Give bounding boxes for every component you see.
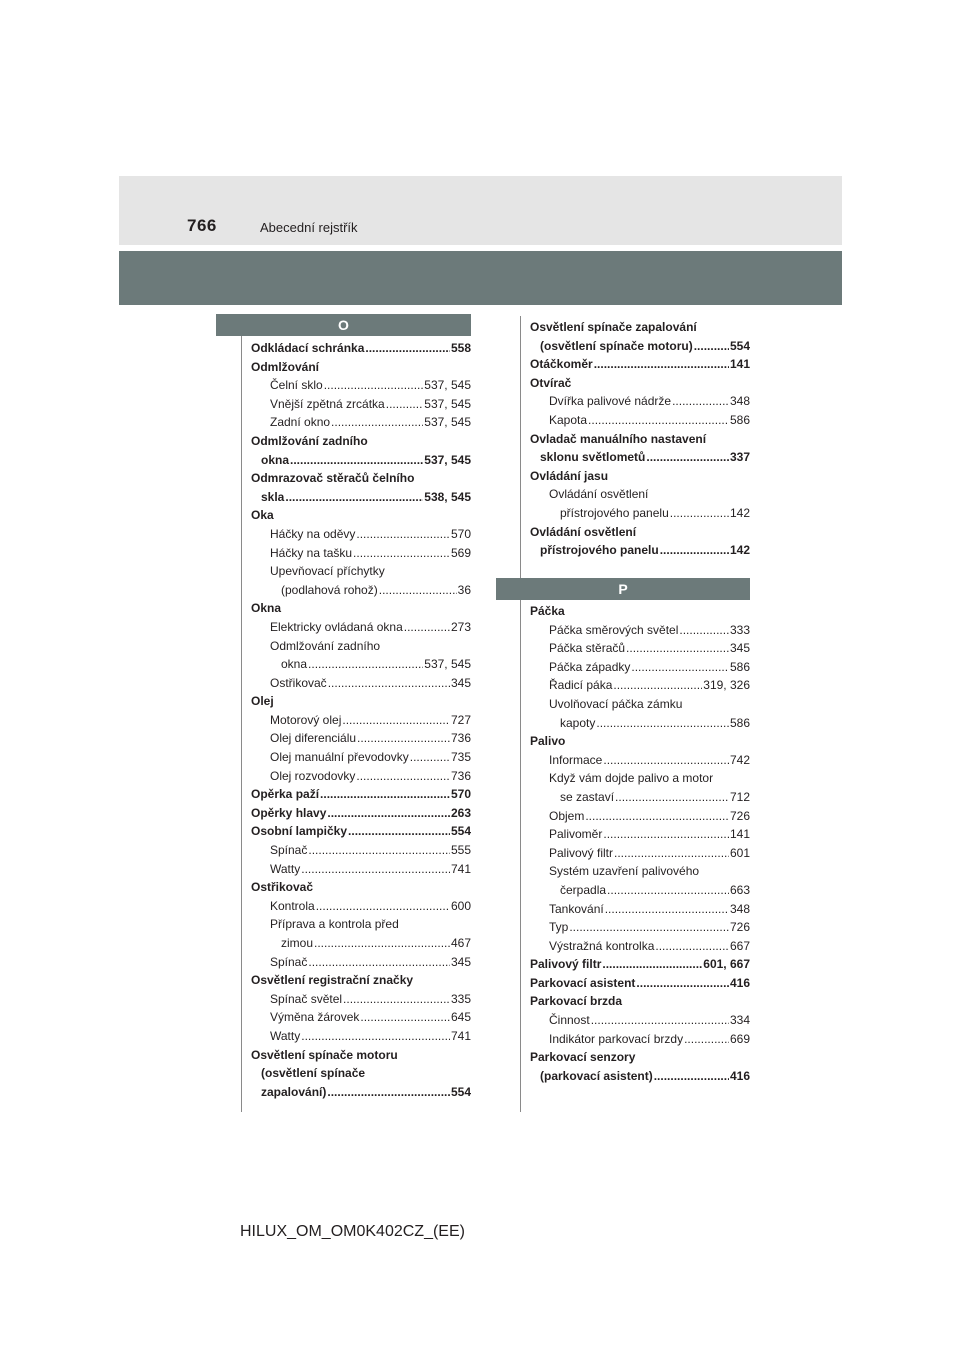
index-term: Uvolňovací páčka zámku [549, 696, 683, 711]
index-entry [530, 769, 750, 788]
index-entry [530, 318, 750, 337]
index-term: Motorový olej [270, 712, 342, 727]
page-reference: 263 [450, 805, 471, 820]
index-term: Ostřikovač [251, 880, 314, 895]
dot-leader [594, 355, 729, 374]
index-entry [251, 1064, 471, 1083]
page-reference: 537, 545 [424, 452, 471, 467]
index-term: čerpadla [560, 882, 607, 897]
page-reference: 554 [450, 1084, 471, 1099]
dot-leader [316, 897, 450, 916]
index-entry [251, 990, 471, 1009]
index-entry [530, 974, 750, 993]
index-entry [251, 451, 471, 470]
index-entry [251, 376, 471, 395]
page-reference: 569 [450, 545, 471, 560]
index-term: Okna [251, 601, 282, 616]
page-reference: 586 [729, 715, 750, 730]
dot-leader [365, 339, 450, 358]
index-entry [530, 992, 750, 1011]
index-entry [251, 674, 471, 693]
index-term: Palivoměr [549, 827, 603, 842]
index-entry [251, 729, 471, 748]
index-term: Olej [251, 694, 274, 709]
index-entry [251, 767, 471, 786]
dot-leader [290, 451, 423, 470]
dot-leader [342, 711, 450, 730]
index-entry [530, 862, 750, 881]
index-entry [251, 748, 471, 767]
index-entry [251, 1046, 471, 1065]
index-term: Ovládání jasu [530, 468, 609, 483]
index-term: Odmlžování zadního [270, 638, 381, 653]
dot-leader [360, 1008, 450, 1027]
index-entry [251, 395, 471, 414]
page-reference: 741 [450, 861, 471, 876]
index-entry [530, 695, 750, 714]
index-term: Háčky na oděvy [270, 526, 356, 541]
page-reference: 727 [450, 712, 471, 727]
index-term: Olej rozvodovky [270, 768, 356, 783]
left-index-column [251, 339, 471, 1101]
index-term: Palivo [530, 734, 566, 749]
page-reference: 663 [729, 882, 750, 897]
index-entry [530, 602, 750, 621]
index-term: Odmlžování [251, 359, 320, 374]
page-reference: 36 [457, 582, 471, 597]
page-reference: 669 [729, 1031, 750, 1046]
page-reference: 570 [450, 526, 471, 541]
index-term: Čelní sklo [270, 378, 323, 393]
page-reference: 537, 545 [424, 657, 471, 672]
page-reference: 467 [450, 936, 471, 950]
index-entry [251, 469, 471, 488]
dot-leader [357, 729, 450, 748]
index-entry [530, 751, 750, 770]
page-reference: 142 [729, 543, 750, 558]
index-term: okna [281, 657, 308, 672]
index-entry [530, 658, 750, 677]
dot-leader [585, 807, 729, 826]
index-entry [251, 1027, 471, 1046]
index-entry [251, 655, 471, 674]
index-term: okna [261, 452, 290, 467]
index-entry [251, 637, 471, 656]
page-reference: 334 [729, 1013, 750, 1028]
index-term: Palivový filtr [549, 845, 614, 860]
dot-leader [605, 900, 729, 919]
index-term: zapalování) [261, 1084, 327, 1099]
dot-leader [386, 395, 424, 414]
index-entry [530, 621, 750, 640]
index-term: Ovládání osvětlení [549, 487, 649, 502]
index-term: Osvětlení registrační značky [251, 973, 414, 988]
index-term: (osvětlení spínače motoru) [540, 338, 693, 353]
dot-leader [654, 1067, 729, 1086]
page-reference: 345 [450, 954, 471, 969]
index-term: Osvětlení spínače zapalování [530, 320, 697, 334]
index-entry [251, 934, 471, 953]
page-reference: 735 [450, 750, 471, 765]
page-reference: 570 [450, 787, 471, 802]
index-entry [530, 639, 750, 658]
index-term: Zadní okno [270, 415, 331, 430]
page-reference: 736 [450, 731, 471, 746]
index-term: Spínač [270, 843, 308, 858]
right-index-column-bottom [530, 602, 750, 1085]
index-term: Páčka směrových světel [549, 622, 679, 637]
index-entry [251, 804, 471, 823]
index-entry [530, 676, 750, 695]
index-term: Páčka [530, 604, 565, 618]
index-term: (osvětlení spínače [261, 1066, 366, 1081]
index-term: (podlahová rohož) [281, 582, 378, 597]
index-entry [530, 937, 750, 956]
dot-leader [348, 822, 450, 841]
dot-leader [631, 658, 729, 677]
index-entry [530, 807, 750, 826]
dot-leader [655, 937, 729, 956]
index-entry [530, 1067, 750, 1086]
dot-leader [327, 804, 450, 823]
index-entry [251, 897, 471, 916]
index-term: Páčka stěračů [549, 641, 626, 656]
index-term: Výstražná kontrolka [549, 938, 655, 953]
page-number: 766 [187, 216, 217, 235]
page-reference: 601, 667 [703, 957, 750, 972]
dot-leader [301, 1027, 450, 1046]
index-entry [251, 1008, 471, 1027]
index-entry [530, 825, 750, 844]
index-term: Parkovací brzda [530, 994, 623, 1009]
dot-leader [602, 955, 702, 974]
dot-leader [327, 1083, 450, 1102]
left-column-rule [241, 316, 242, 1112]
index-entry [251, 506, 471, 525]
index-entry [251, 1083, 471, 1102]
index-term: Palivový filtr [530, 957, 602, 972]
page-reference: 335 [450, 991, 471, 1006]
index-term: se zastaví [560, 789, 615, 804]
dot-leader [613, 676, 702, 695]
page-reference: 141 [729, 357, 750, 372]
index-term: Když vám dojde palivo a motor [549, 771, 714, 786]
index-entry [530, 918, 750, 937]
page-reference: 416 [729, 1068, 750, 1083]
dot-leader [331, 413, 423, 432]
index-entry [251, 488, 471, 507]
index-term: Kapota [549, 412, 588, 427]
dot-leader [379, 581, 457, 600]
index-term: Háčky na tašku [270, 545, 353, 560]
index-term: Ovládání osvětlení [530, 524, 637, 539]
page-reference: 142 [729, 505, 750, 520]
dot-leader [353, 544, 450, 563]
index-entry [530, 732, 750, 751]
index-entry [251, 915, 471, 934]
index-entry [530, 844, 750, 863]
index-entry [530, 392, 750, 411]
index-term: Odkládací schránka [251, 341, 365, 355]
index-entry [530, 1048, 750, 1067]
index-term: Výměna žárovek [270, 1010, 360, 1025]
page-reference: 348 [729, 901, 750, 916]
index-entry [251, 785, 471, 804]
index-entry [251, 581, 471, 600]
dot-leader [328, 674, 450, 693]
index-entry [251, 822, 471, 841]
dot-leader [607, 881, 729, 900]
index-entry [251, 971, 471, 990]
page-title: Abecední rejstřík [260, 220, 358, 235]
index-term: Kontrola [270, 898, 315, 913]
page-reference: 726 [729, 920, 750, 935]
page-reference: 345 [450, 675, 471, 690]
page-reference: 273 [450, 619, 471, 634]
index-term: kapoty [560, 715, 596, 730]
index-term: Činnost [549, 1013, 590, 1028]
dot-leader [308, 655, 423, 674]
index-term: Informace [549, 752, 603, 767]
index-entry [530, 1011, 750, 1030]
right-column-rule [520, 316, 521, 1112]
page-reference: 600 [450, 898, 471, 913]
dot-leader [672, 392, 729, 411]
footer-document-code: HILUX_OM_OM0K402CZ_(EE) [240, 1223, 465, 1240]
index-entry [251, 544, 471, 563]
dot-leader [308, 953, 450, 972]
dot-leader [410, 748, 450, 767]
index-term: Odmlžování zadního [251, 433, 368, 448]
index-entry [530, 355, 750, 374]
index-term: Otvírač [530, 375, 572, 390]
index-entry [251, 432, 471, 451]
page-reference: 586 [729, 659, 750, 674]
dot-leader [670, 504, 729, 523]
dot-leader [569, 918, 729, 937]
dot-leader [596, 714, 729, 733]
page-reference: 537, 545 [424, 415, 471, 430]
index-term: Tankování [549, 901, 604, 916]
index-term: Spínač světel [270, 991, 343, 1006]
dot-leader [591, 1011, 729, 1030]
index-term: Spínač [270, 954, 308, 969]
dot-leader [660, 541, 729, 560]
index-entry [251, 562, 471, 581]
page-reference: 726 [729, 808, 750, 823]
index-entry [251, 711, 471, 730]
index-term: Opěrka paží [251, 787, 320, 802]
page-reference: 537, 545 [424, 378, 471, 393]
index-entry [530, 955, 750, 974]
index-entry [251, 618, 471, 637]
index-term: Watty [270, 861, 301, 876]
index-term: zimou [281, 936, 314, 950]
page-reference: 558 [450, 341, 471, 355]
index-term: Typ [549, 920, 569, 935]
page-reference: 712 [729, 789, 750, 804]
page-reference: 555 [450, 843, 471, 858]
index-term: Oka [251, 508, 274, 523]
index-entry [251, 878, 471, 897]
dot-leader [324, 376, 424, 395]
index-term: přístrojového panelu [560, 505, 669, 520]
section-heading-p: P [496, 578, 750, 600]
page-reference: 333 [729, 622, 750, 637]
index-term: Opěrky hlavy [251, 805, 327, 820]
page-reference: 645 [450, 1010, 471, 1025]
page-reference: 554 [729, 338, 750, 353]
dot-leader [404, 618, 450, 637]
page-reference: 319, 326 [703, 678, 750, 693]
index-entry [251, 953, 471, 972]
dot-leader [679, 621, 729, 640]
index-term: sklonu světlometů [540, 450, 646, 465]
index-term: Dvířka palivové nádrže [549, 394, 672, 409]
index-term: Řadicí páka [549, 678, 613, 693]
index-term: Elektricky ovládaná okna [270, 619, 403, 634]
index-term: Páčka západky [549, 659, 631, 674]
section-heading-o: O [216, 314, 471, 336]
index-entry [251, 413, 471, 432]
index-entry [530, 467, 750, 486]
index-entry [530, 337, 750, 356]
dot-leader [301, 860, 450, 879]
index-entry [530, 881, 750, 900]
page-reference: 537, 545 [424, 396, 471, 411]
index-entry [530, 900, 750, 919]
dot-leader [603, 825, 729, 844]
dot-leader [603, 751, 729, 770]
index-term: Osobní lampičky [251, 824, 348, 839]
index-term: Indikátor parkovací brzdy [549, 1031, 684, 1046]
index-term: Ovladač manuálního nastavení [530, 431, 707, 446]
dot-leader [356, 767, 450, 786]
dot-leader [636, 974, 729, 993]
page-reference: 742 [729, 752, 750, 767]
dot-leader [588, 411, 729, 430]
index-term: (parkovací asistent) [540, 1068, 653, 1083]
index-entry [251, 358, 471, 377]
page-reference: 554 [450, 824, 471, 839]
dot-leader [314, 934, 450, 953]
dot-leader [694, 337, 729, 356]
index-term: skla [261, 489, 285, 504]
dot-leader [308, 841, 450, 860]
dot-leader [646, 448, 729, 467]
index-entry [530, 714, 750, 733]
dot-leader [626, 639, 729, 658]
page-reference: 337 [729, 450, 750, 465]
right-index-column-top [530, 318, 750, 560]
index-entry [530, 788, 750, 807]
page-reference: 345 [729, 641, 750, 656]
page-reference: 141 [729, 827, 750, 842]
index-term: Olej diferenciálu [270, 731, 357, 746]
index-term: Upevňovací příchytky [270, 564, 385, 579]
dot-leader [320, 785, 450, 804]
page-reference: 736 [450, 768, 471, 783]
dot-leader [615, 788, 729, 807]
index-term: Watty [270, 1028, 301, 1043]
index-entry [530, 523, 750, 542]
index-term: Příprava a kontrola před [270, 917, 399, 932]
index-entry [530, 448, 750, 467]
index-term: přístrojového panelu [540, 543, 659, 558]
index-entry [530, 430, 750, 449]
dot-leader [343, 990, 450, 1009]
index-term: Otáčkoměr [530, 357, 593, 372]
index-entry [530, 485, 750, 504]
index-entry [251, 860, 471, 879]
index-entry [251, 841, 471, 860]
page-reference: 586 [729, 412, 750, 427]
index-entry [530, 541, 750, 560]
index-term: Objem [549, 808, 585, 823]
index-entry [530, 1030, 750, 1049]
page-reference: 667 [729, 938, 750, 953]
index-term: Ostřikovač [270, 675, 327, 690]
index-entry [530, 411, 750, 430]
header-band [119, 176, 842, 245]
index-entry [530, 504, 750, 523]
index-term: Vnější zpětná zrcátka [270, 396, 385, 411]
dot-leader [614, 844, 729, 863]
index-term: Odmrazovač stěračů čelního [251, 471, 415, 486]
index-term: Osvětlení spínače motoru [251, 1047, 398, 1062]
header-bar [119, 251, 842, 305]
index-term: Parkovací senzory [530, 1050, 636, 1065]
dot-leader [285, 488, 423, 507]
index-entry [251, 339, 471, 358]
dot-leader [356, 525, 450, 544]
page-reference: 601 [729, 845, 750, 860]
index-term: Systém uzavření palivového [549, 864, 700, 879]
index-entry [251, 525, 471, 544]
index-entry [251, 599, 471, 618]
index-entry [530, 374, 750, 393]
index-term: Olej manuální převodovky [270, 750, 409, 765]
dot-leader [684, 1030, 729, 1049]
index-term: Parkovací asistent [530, 975, 636, 990]
page-reference: 416 [729, 975, 750, 990]
page-reference: 348 [729, 394, 750, 409]
page-reference: 741 [450, 1028, 471, 1043]
page-reference: 538, 545 [424, 489, 471, 504]
index-entry [251, 692, 471, 711]
